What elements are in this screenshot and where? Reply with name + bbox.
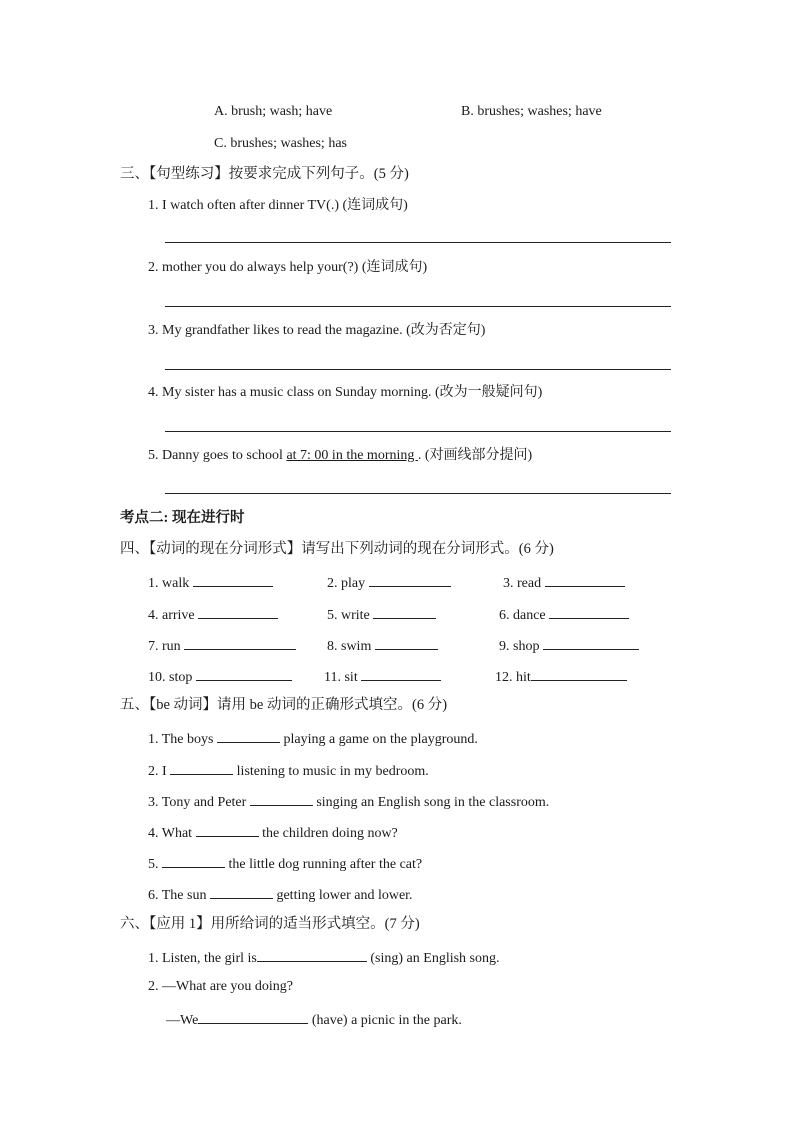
blank[interactable]	[545, 572, 625, 587]
topic-2-heading: 考点二: 现在进行时	[120, 510, 245, 526]
q5-suffix: . (对画线部分提问)	[417, 448, 533, 463]
s6-question-2: 2. —What are you doing?	[148, 979, 294, 994]
s6-question-1: 1. Listen, the girl is (sing) an English song.	[148, 947, 500, 968]
section4-title: 四、【动词的现在分词形式】请写出下列动词的现在分词形式。(6 分)	[120, 541, 554, 557]
q5-prefix: 5. Danny goes to school	[148, 448, 287, 463]
s3-question-4: 4. My sister has a music class on Sunday morning. (改为一般疑问句)	[148, 385, 543, 400]
blank[interactable]	[543, 635, 639, 650]
s3-question-3: 3. My grandfather likes to read the magazine. (改为否定句)	[148, 323, 486, 338]
verb-item: 1. walk	[148, 572, 273, 593]
verb-item: 10. stop	[148, 666, 292, 687]
verb-item: 3. read	[503, 572, 625, 593]
answer-line-1[interactable]	[165, 242, 671, 243]
blank[interactable]	[375, 635, 438, 650]
verb-item: 2. play	[327, 572, 451, 593]
s6-answer-2: —We (have) a picnic in the park.	[166, 1009, 462, 1030]
s3-question-5	[148, 447, 532, 465]
blank[interactable]	[198, 1009, 308, 1024]
blank[interactable]	[196, 666, 292, 681]
blank[interactable]	[162, 853, 225, 868]
verb-item: 5. write	[327, 604, 436, 625]
verb-item: 8. swim	[327, 635, 438, 656]
option-b: B. brushes; washes; have	[461, 104, 602, 119]
s5-question-6: 6. The sun getting lower and lower.	[148, 884, 413, 905]
verb-item: 9. shop	[499, 635, 639, 656]
s3-question-2: 2. mother you do always help your(?) (连词成句)	[148, 260, 428, 275]
q5-underlined: at 7: 00 in the morning	[286, 448, 418, 463]
blank[interactable]	[373, 604, 436, 619]
answer-line-2[interactable]	[165, 306, 671, 307]
section5-title: 五、【be 动词】请用 be 动词的正确形式填空。(6 分)	[120, 697, 448, 713]
section6-title: 六、【应用 1】用所给词的适当形式填空。(7 分)	[120, 916, 420, 932]
s5-question-2: 2. I listening to music in my bedroom.	[148, 760, 429, 781]
s3-question-1: 1. I watch often after dinner TV(.) (连词成句)	[148, 198, 408, 213]
verb-item: 12. hit	[495, 666, 627, 687]
blank[interactable]	[531, 666, 627, 681]
s5-question-3: 3. Tony and Peter singing an English song in the classroom.	[148, 791, 549, 812]
verb-item: 11. sit	[324, 666, 441, 687]
blank[interactable]	[198, 604, 278, 619]
blank[interactable]	[369, 572, 451, 587]
s5-question-4: 4. What the children doing now?	[148, 822, 398, 843]
answer-line-3[interactable]	[165, 369, 671, 370]
blank[interactable]	[184, 635, 296, 650]
section3-title: 三、【句型练习】按要求完成下列句子。(5 分)	[120, 166, 409, 182]
blank[interactable]	[257, 947, 367, 962]
verb-item: 6. dance	[499, 604, 629, 625]
blank[interactable]	[250, 791, 313, 806]
answer-line-4[interactable]	[165, 431, 671, 432]
answer-line-5[interactable]	[165, 493, 671, 494]
s5-question-1: 1. The boys playing a game on the playground.	[148, 728, 478, 749]
option-c: C. brushes; washes; has	[214, 136, 347, 151]
verb-item: 4. arrive	[148, 604, 278, 625]
blank[interactable]	[193, 572, 273, 587]
blank[interactable]	[217, 728, 280, 743]
verb-item: 7. run	[148, 635, 296, 656]
option-a: A. brush; wash; have	[214, 104, 333, 119]
blank[interactable]	[170, 760, 233, 775]
blank[interactable]	[361, 666, 441, 681]
s5-question-5: 5. the little dog running after the cat?	[148, 853, 422, 874]
blank[interactable]	[549, 604, 629, 619]
blank[interactable]	[196, 822, 259, 837]
blank[interactable]	[210, 884, 273, 899]
